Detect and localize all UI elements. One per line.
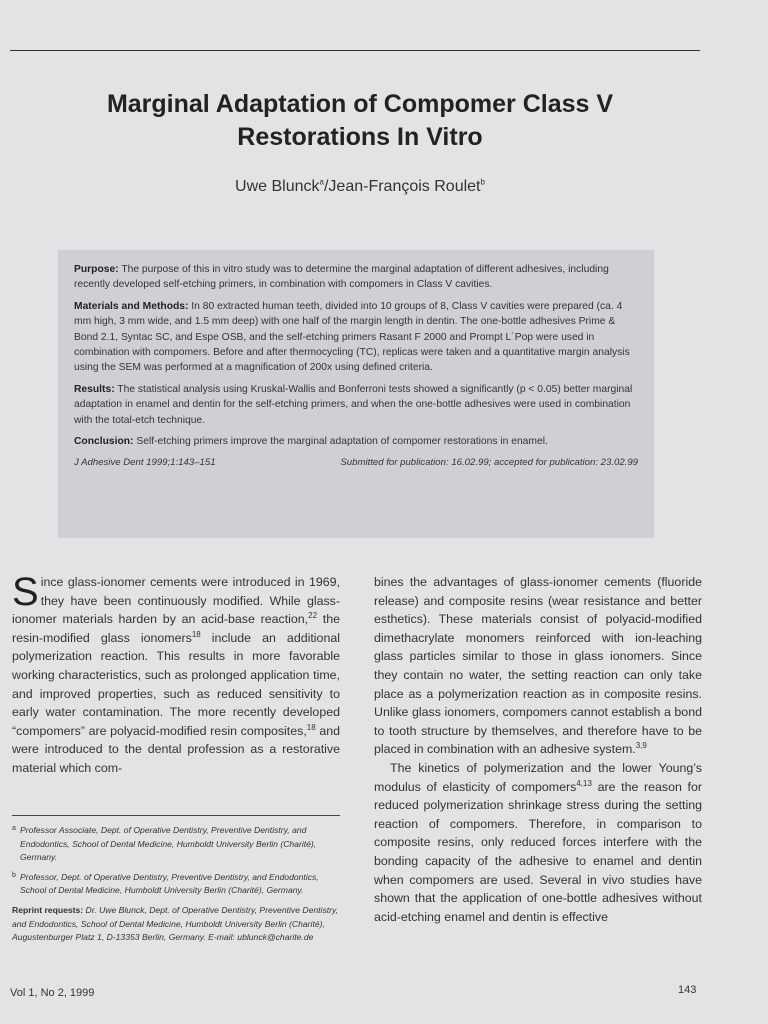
title-line-2: Restorations In Vitro	[237, 123, 483, 151]
citation: J Adhesive Dent 1999;1:143–151	[74, 457, 216, 469]
page-number: 143	[678, 984, 697, 996]
reprint-label: Reprint requests:	[12, 904, 84, 915]
purpose-text: The purpose of this in vitro study was to determine the marginal adaptation of different adhesives, including recently developed self-etching primers, in combination with compomers in Class V cavities.	[74, 264, 609, 291]
body-text: are the reason for reduced polymerization shrinkage stress during the setting reaction of compomers. Therefore, in comparison to composite resins, only reduced forces interfere with the bonding capacity of the adhesive to enamel and dentin when compomers are used. Several in vivo studies have shown that the application of one-bottle adhesives without acid-etching enamel and dentin is effective	[374, 779, 702, 924]
methods-label: Materials and Methods:	[74, 300, 189, 312]
purpose-label: Purpose:	[74, 264, 119, 275]
author-2: Jean-François Roulet	[328, 178, 481, 195]
footnote-text: Professor, Dept. of Operative Dentistry, Preventive Dentistry, and Endodontics, School of Dental Medicine, Humboldt University Berlin (Charité), Germany.	[20, 871, 319, 896]
reference-mark: 4,13	[576, 778, 592, 788]
body-column-right	[374, 573, 702, 926]
author-1: Uwe Blunck	[235, 178, 320, 195]
header-rule	[10, 50, 700, 51]
methods-text: In 80 extracted human teeth, divided into 10 groups of 8, Class V cavities were prepared (ca. 4 mm high, 3 mm wide, and 1.5 mm deep) with one half of the margin length in dentin. The one-bottle adhesives Prime & Bond 2.1, Syntac SC, and Espe OSB, and the self-etching primers Rasant F 2000 and Prompt L´Pop were used in combination with compomers. Before and after thermocycling (TC), replicas were taken and a quantitative margin analysis using the SEM was performed at a magnification of 200x using defined criteria.	[74, 300, 630, 374]
abstract-methods	[74, 299, 638, 376]
title-line-1: Marginal Adaptation of Compomer Class V	[106, 90, 614, 118]
footnotes	[12, 824, 340, 951]
reprint-text: Dr. Uwe Blunck, Dept. of Operative Dentistry, Preventive Dentistry, and Endodontics, School of Dental Medicine, Humboldt University Berlin (Charité), Augustenburger Platz 1, D-13353 Berlin, Germany. E-mail: ublunck@charite.de	[12, 904, 339, 943]
footnote-mark: b	[12, 871, 16, 879]
body-paragraph	[374, 759, 702, 926]
body-paragraph	[374, 573, 702, 759]
footnote-text: Professor Associate, Dept. of Operative Dentistry, Preventive Dentistry, and Endodontics, School of Dental Medicine, Humboldt University Berlin (Charité), Germany.	[20, 825, 317, 863]
author-separator: /	[323, 178, 329, 195]
body-column-left	[12, 570, 340, 778]
abstract-footer	[74, 455, 638, 470]
issue-info: Vol 1, No 2, 1999	[10, 987, 95, 999]
footnote-rule	[12, 815, 340, 816]
reprint-requests	[12, 904, 340, 945]
abstract-conclusion	[74, 434, 638, 449]
abstract-purpose	[74, 262, 638, 293]
footnote-b	[12, 871, 340, 898]
results-label: Results:	[74, 383, 115, 395]
abstract-results	[74, 382, 638, 428]
reference-mark: 3,9	[635, 741, 647, 751]
abstract-box	[58, 250, 654, 538]
conclusion-label: Conclusion:	[74, 436, 134, 448]
body-text: ince glass-ionomer cements were introduced in 1969, they have been continuously modified. While glass-ionomer materials harden by an acid-base reaction,	[12, 575, 340, 627]
conclusion-text: Self-etching primers improve the marginal adaptation of compomer restorations in enamel.	[133, 436, 548, 448]
author-1-affiliation-mark: a	[319, 177, 324, 187]
body-text: The kinetics of polymerization and the lower Young’s modulus of elasticity of compomers	[374, 760, 702, 794]
reference-mark: 18	[191, 629, 201, 639]
body-paragraph	[12, 570, 340, 778]
footnote-a	[12, 824, 340, 865]
reference-mark: 22	[308, 611, 318, 621]
submission-dates: Submitted for publication: 16.02.99; accepted for publication: 23.02.99	[340, 457, 638, 469]
article-title	[40, 88, 680, 154]
author-line	[40, 178, 680, 196]
body-text: include an additional polymerization reaction. This results in more favorable working characteristics, such as prolonged application time, and improved properties, such as reduced sensitivity to early water contamination. The more recently developed “compomers” are polyacid-modified resin composites,	[12, 630, 340, 738]
body-text: the resin-modified glass ionomers	[12, 612, 340, 645]
author-2-affiliation-mark: b	[480, 177, 485, 187]
body-text: bines the advantages of glass-ionomer cements (fluoride release) and composite resins (wear resistance and better esthetics). These materials consist of polyacid-modified dimethacrylate monomers reinforced with ion-leaching glass particles similar to those in glass ionomers. Since they contain no water, the setting reaction can only take place as a polymerization reaction as in composite resins. Unlike glass ionomers, compomers cannot establish a bond to tooth structure by themselves, and therefore have to be placed in combination with an adhesive system.	[374, 575, 702, 757]
body-text: and were introduced to the dental profession as a restorative material which com-	[12, 723, 340, 775]
drop-cap: S	[12, 570, 39, 614]
footnote-mark: a	[12, 825, 16, 832]
reference-mark: 18	[306, 722, 316, 732]
results-text: The statistical analysis using Kruskal-Wallis and Bonferroni tests showed a significantly (p < 0.05) better marginal adaptation in enamel and dentin for the self-etching primers, and when the one-bottle adhesives were used in combination with the total-etch technique.	[74, 383, 633, 426]
